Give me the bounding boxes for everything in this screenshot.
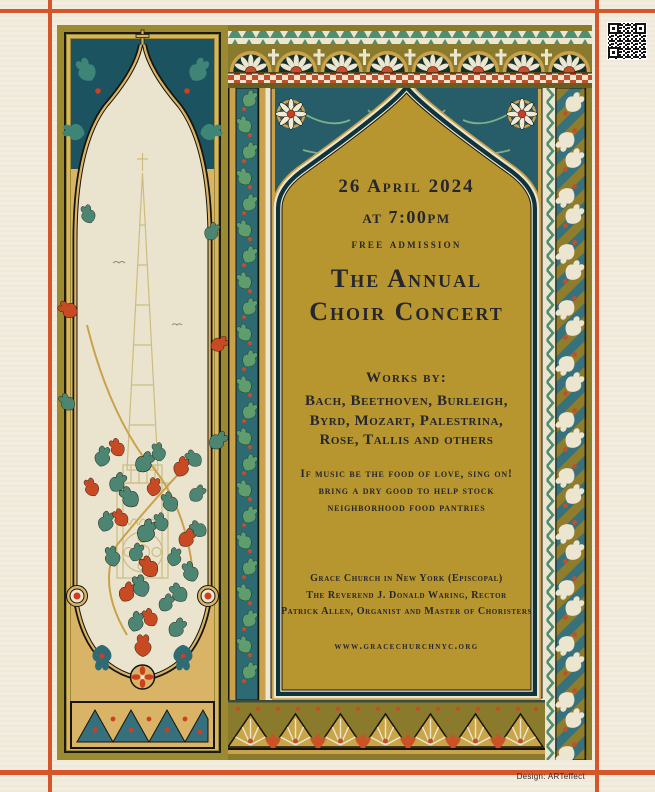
venue-line-2: The Reverend J. Donald Waring, Rector bbox=[306, 589, 507, 601]
works-line-3: Rose, Tallis and others bbox=[319, 432, 494, 448]
note-line-3: neighborhood food pantries bbox=[327, 502, 486, 514]
works-line-1: Bach, Beethoven, Burleigh, bbox=[304, 393, 509, 409]
event-date: 26 April 2024 bbox=[338, 176, 475, 197]
daisy-icon bbox=[276, 99, 307, 130]
ivy-strip bbox=[228, 88, 268, 700]
note-line-2: bring a dry good to help stock bbox=[318, 485, 495, 497]
poster-artwork bbox=[57, 25, 592, 760]
concert-title bbox=[268, 262, 545, 328]
concert-title-line-1: The Annual bbox=[330, 264, 483, 293]
left-panel-illustration bbox=[57, 25, 228, 760]
gold-arch-panel bbox=[268, 88, 545, 700]
crop-mark-top bbox=[0, 9, 655, 13]
note-line-1: If music be the food of love, sing on! bbox=[300, 468, 513, 480]
venue-info bbox=[268, 571, 545, 621]
crop-mark-right bbox=[595, 0, 599, 792]
concert-title-line-2: Choir Concert bbox=[309, 297, 504, 326]
works-line-2: Byrd, Mozart, Palestrina, bbox=[309, 412, 504, 429]
website-url: www.gracechurchnyc.org bbox=[334, 641, 479, 652]
food-drive-note bbox=[268, 466, 545, 517]
venue-line-3: Patrick Allen, Organist and Master of Choristers bbox=[280, 606, 533, 617]
bottom-ornament-band bbox=[228, 700, 545, 760]
qr-code-icon bbox=[607, 22, 647, 60]
crop-mark-left bbox=[48, 0, 52, 792]
left-panel-bottom-band bbox=[71, 702, 214, 748]
event-time: at 7:00pm bbox=[362, 207, 451, 227]
works-heading: Works by: bbox=[366, 370, 447, 386]
right-ornament-band bbox=[545, 88, 592, 760]
admission-note: free admission bbox=[351, 236, 462, 251]
works-list bbox=[268, 392, 545, 451]
design-credit: Design: ARTeffect bbox=[516, 772, 585, 781]
daisy-icon bbox=[507, 99, 538, 130]
venue-line-1: Grace Church in New York (Episcopal) bbox=[310, 573, 503, 584]
top-ornament-band bbox=[228, 25, 592, 88]
